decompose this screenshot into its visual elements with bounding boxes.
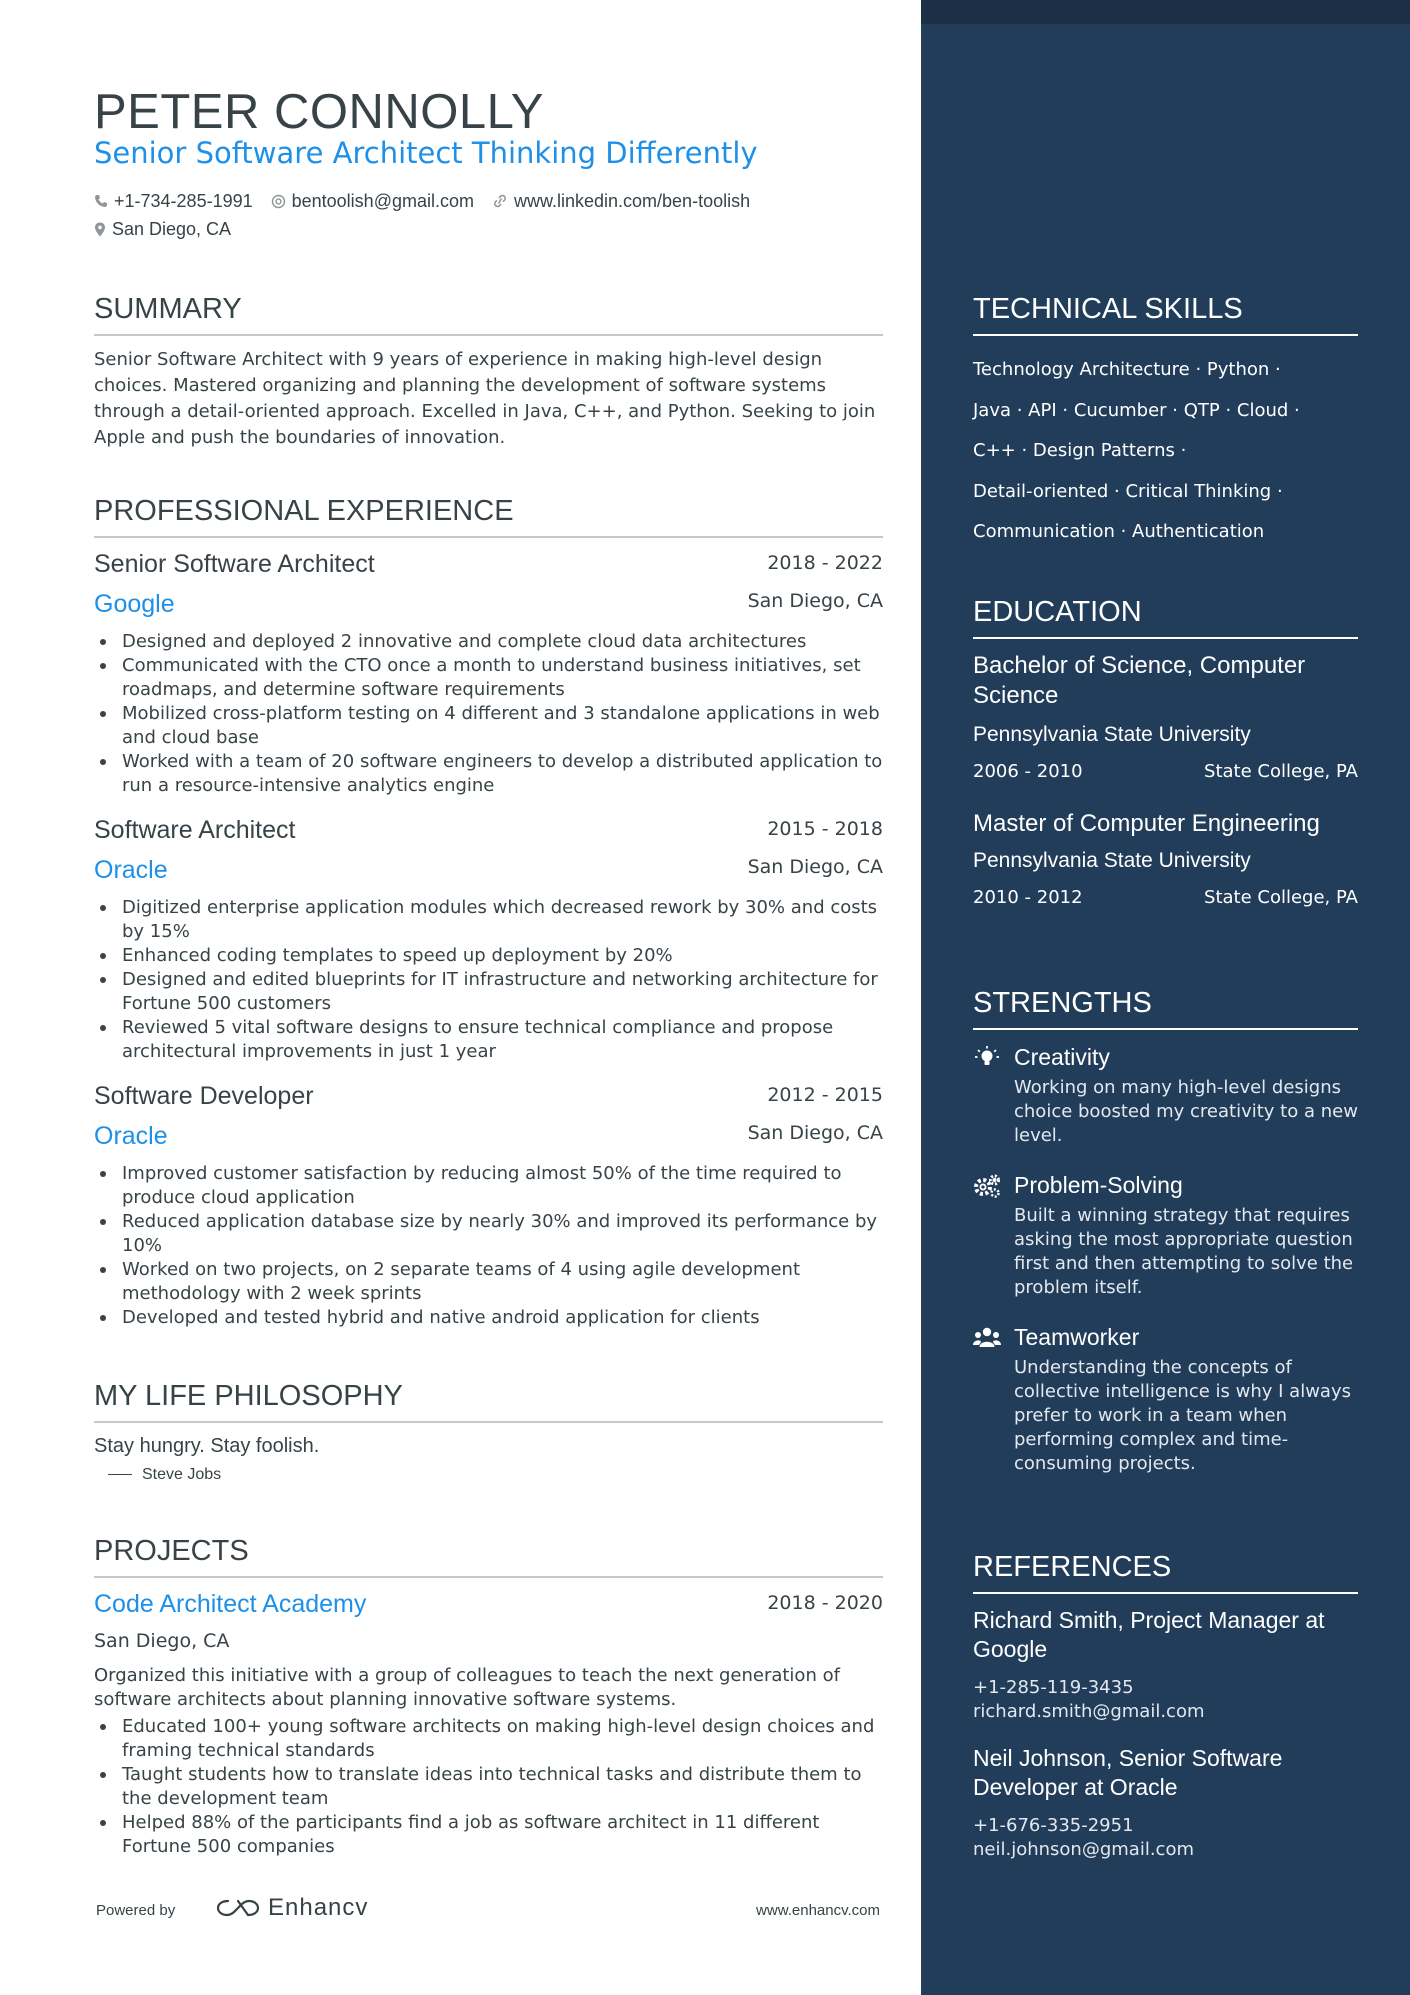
bullet-item: Reviewed 5 vital software designs to ensure technical compliance and propose architectural improvements in just 1 year [94, 1016, 883, 1064]
philosophy-section [94, 1380, 883, 1484]
reference-phone: +1-285-119-3435 [973, 1677, 1134, 1698]
location-text: San Diego, CA [112, 218, 232, 239]
linkedin-text: www.linkedin.com/ben-toolish [513, 190, 751, 211]
job-company: Oracle [94, 1122, 168, 1150]
sidebar [921, 0, 1410, 1995]
bullet-item: Digitized enterprise application modules which decreased rework by 30% and costs by 15% [94, 896, 883, 944]
phone-text: +1-734-285-1991 [114, 190, 253, 211]
project-dates: 2018 - 2020 [767, 1592, 883, 1614]
philosophy-quote: Stay hungry. Stay foolish. [94, 1435, 320, 1457]
job-bullets [94, 1162, 883, 1330]
footer [96, 1894, 880, 1926]
candidate-title: Senior Software Architect Thinking Differently [94, 136, 758, 170]
summary-text: Senior Software Architect with 9 years of experience in making high-level design choices. Mastered organizing and planning the development of software systems through a detail-oriented approach. Excelled in Java, C++, and Python. Seeking to join Apple and push the boundaries of innovation. [94, 349, 876, 448]
reference-name: Neil Johnson, Senior Software Developer at Oracle [973, 1745, 1283, 1800]
strength-description: Working on many high-level designs choice boosted my creativity to a new level. [1014, 1077, 1358, 1146]
reference-email: richard.smith@gmail.com [973, 1701, 1205, 1722]
bullet-item: Worked with a team of 20 software engineers to develop a distributed application to run a resource-intensive analytics engine [94, 750, 883, 798]
project-bullets [94, 1715, 883, 1859]
email-text: bentoolish@gmail.com [291, 190, 474, 211]
sidebar-top-bar [921, 0, 1410, 24]
reference-item [973, 1744, 1358, 1862]
job-entry [94, 1082, 883, 1330]
education-location: State College, PA [1204, 761, 1358, 782]
bullet-item: Improved customer satisfaction by reducing almost 50% of the time required to produce cloud application [94, 1162, 883, 1210]
bullet-item: Developed and tested hybrid and native android application for clients [94, 1306, 883, 1330]
education-school: Pennsylvania State University [973, 723, 1251, 746]
skills-section [973, 293, 1358, 553]
education-heading: EDUCATION [973, 596, 1358, 639]
lightbulb-icon [973, 1045, 1001, 1071]
project-location: San Diego, CA [94, 1630, 230, 1652]
job-dates: 2015 - 2018 [767, 818, 883, 840]
education-dates: 2010 - 2012 [973, 887, 1083, 908]
strength-description: Understanding the concepts of collective intelligence is why I always prefer to work in a team when performing complex and time-consuming projects. [1014, 1357, 1351, 1474]
reference-name: Richard Smith, Project Manager at Google [973, 1607, 1325, 1662]
strength-title: Creativity [1014, 1044, 1110, 1070]
bullet-item: Communicated with the CTO once a month to understand business initiatives, set roadmaps, and determine software requirements [94, 654, 883, 702]
education-school: Pennsylvania State University [973, 849, 1251, 872]
strength-description: Built a winning strategy that requires asking the most appropriate question first and then attempting to solve the problem itself. [1014, 1205, 1354, 1298]
project-description: Organized this initiative with a group of colleagues to teach the next generation of software architects about planning innovative software systems. [94, 1665, 840, 1710]
bullet-item: Taught students how to translate ideas into technical tasks and distribute them to the development team [94, 1763, 883, 1811]
enhancv-logo-text: Enhancv [268, 1894, 369, 1921]
philosophy-author-line [94, 1466, 883, 1484]
bullet-item: Reduced application database size by nearly 30% and improved its performance by 10% [94, 1210, 883, 1258]
education-location: State College, PA [1204, 887, 1358, 908]
location-pin-icon [94, 222, 106, 237]
footer-website-link[interactable]: www.enhancv.com [756, 1902, 880, 1919]
job-bullets [94, 896, 883, 1064]
education-section [973, 596, 1358, 913]
job-entry [94, 550, 883, 798]
strengths-section [973, 987, 1358, 1476]
bullet-item: Designed and edited blueprints for IT infrastructure and networking architecture for Fortune 500 customers [94, 968, 883, 1016]
phone-icon [94, 194, 108, 208]
strength-item [973, 1042, 1358, 1148]
education-meta [973, 887, 1358, 913]
contact-linkedin[interactable] [492, 191, 750, 212]
philosophy-heading: MY LIFE PHILOSOPHY [94, 1380, 883, 1423]
job-role: Software Architect [94, 816, 296, 844]
references-section [973, 1551, 1358, 1862]
project-entry [94, 1590, 883, 1859]
job-location: San Diego, CA [747, 1122, 883, 1144]
contact-location [94, 219, 231, 240]
summary-heading: SUMMARY [94, 293, 883, 336]
skills-line: Technology Architecture · Python · [973, 359, 1281, 380]
strengths-heading: STRENGTHS [973, 987, 1358, 1030]
job-bullets [94, 630, 883, 798]
team-icon [973, 1325, 1001, 1351]
projects-section [94, 1535, 883, 1859]
bullet-item: Enhanced coding templates to speed up deployment by 20% [94, 944, 883, 968]
philosophy-author: Steve Jobs [142, 1466, 222, 1483]
contact-email[interactable] [271, 191, 474, 212]
skills-line: Detail-oriented · Critical Thinking · [973, 480, 1283, 502]
bullet-item: Worked on two projects, on 2 separate teams of 4 using agile development methodology with 2 week sprints [94, 1258, 883, 1306]
job-role: Senior Software Architect [94, 550, 375, 578]
job-entry [94, 816, 883, 1064]
skills-line: C++ · Design Patterns · [973, 440, 1187, 461]
job-company: Google [94, 590, 175, 618]
job-role: Software Developer [94, 1082, 314, 1110]
projects-heading: PROJECTS [94, 1535, 883, 1578]
reference-email: neil.johnson@gmail.com [973, 1839, 1194, 1860]
contact-info [94, 188, 894, 244]
education-item [973, 651, 1358, 787]
experience-heading: PROFESSIONAL EXPERIENCE [94, 495, 883, 538]
education-degree: Master of Computer Engineering [973, 810, 1320, 837]
job-company: Oracle [94, 856, 168, 884]
strength-title: Problem-Solving [1014, 1172, 1183, 1198]
strength-item [973, 1170, 1358, 1300]
bullet-item: Helped 88% of the participants find a job as software architect in 11 different Fortune 500 companies [94, 1811, 883, 1859]
strength-title: Teamworker [1014, 1324, 1140, 1350]
job-location: San Diego, CA [747, 856, 883, 878]
bullet-item: Educated 100+ young software architects on making high-level design choices and framing technical standards [94, 1715, 883, 1763]
bullet-item: Mobilized cross-platform testing on 4 different and 3 standalone applications in web and cloud base [94, 702, 883, 750]
strength-item [973, 1322, 1358, 1476]
skills-line: Communication · Authentication [973, 521, 1265, 542]
link-icon [492, 194, 508, 208]
bullet-item: Designed and deployed 2 innovative and complete cloud data architectures [94, 630, 883, 654]
education-meta [973, 761, 1358, 787]
skills-heading: TECHNICAL SKILLS [973, 293, 1358, 336]
references-heading: REFERENCES [973, 1551, 1358, 1594]
experience-section [94, 495, 883, 1330]
quote-dash [108, 1474, 132, 1475]
job-dates: 2012 - 2015 [767, 1084, 883, 1106]
skills-list [973, 350, 1358, 553]
enhancv-logo[interactable] [214, 1894, 368, 1922]
powered-by-label: Powered by [96, 1902, 176, 1919]
job-location: San Diego, CA [747, 590, 883, 612]
gears-icon [973, 1173, 1001, 1199]
skills-line: Java · API · Cucumber · QTP · Cloud · [973, 399, 1300, 421]
reference-phone: +1-676-335-2951 [973, 1815, 1134, 1836]
job-dates: 2018 - 2022 [767, 552, 883, 574]
enhancv-logo-icon [214, 1896, 262, 1920]
project-name: Code Architect Academy [94, 1590, 367, 1618]
summary-section [94, 293, 883, 451]
reference-item [973, 1606, 1358, 1724]
education-degree: Bachelor of Science, Computer Science [973, 652, 1306, 709]
contact-phone[interactable] [94, 191, 253, 212]
at-icon [271, 194, 286, 209]
education-item [973, 809, 1358, 913]
candidate-name: PETER CONNOLLY [94, 85, 544, 139]
education-dates: 2006 - 2010 [973, 761, 1083, 782]
